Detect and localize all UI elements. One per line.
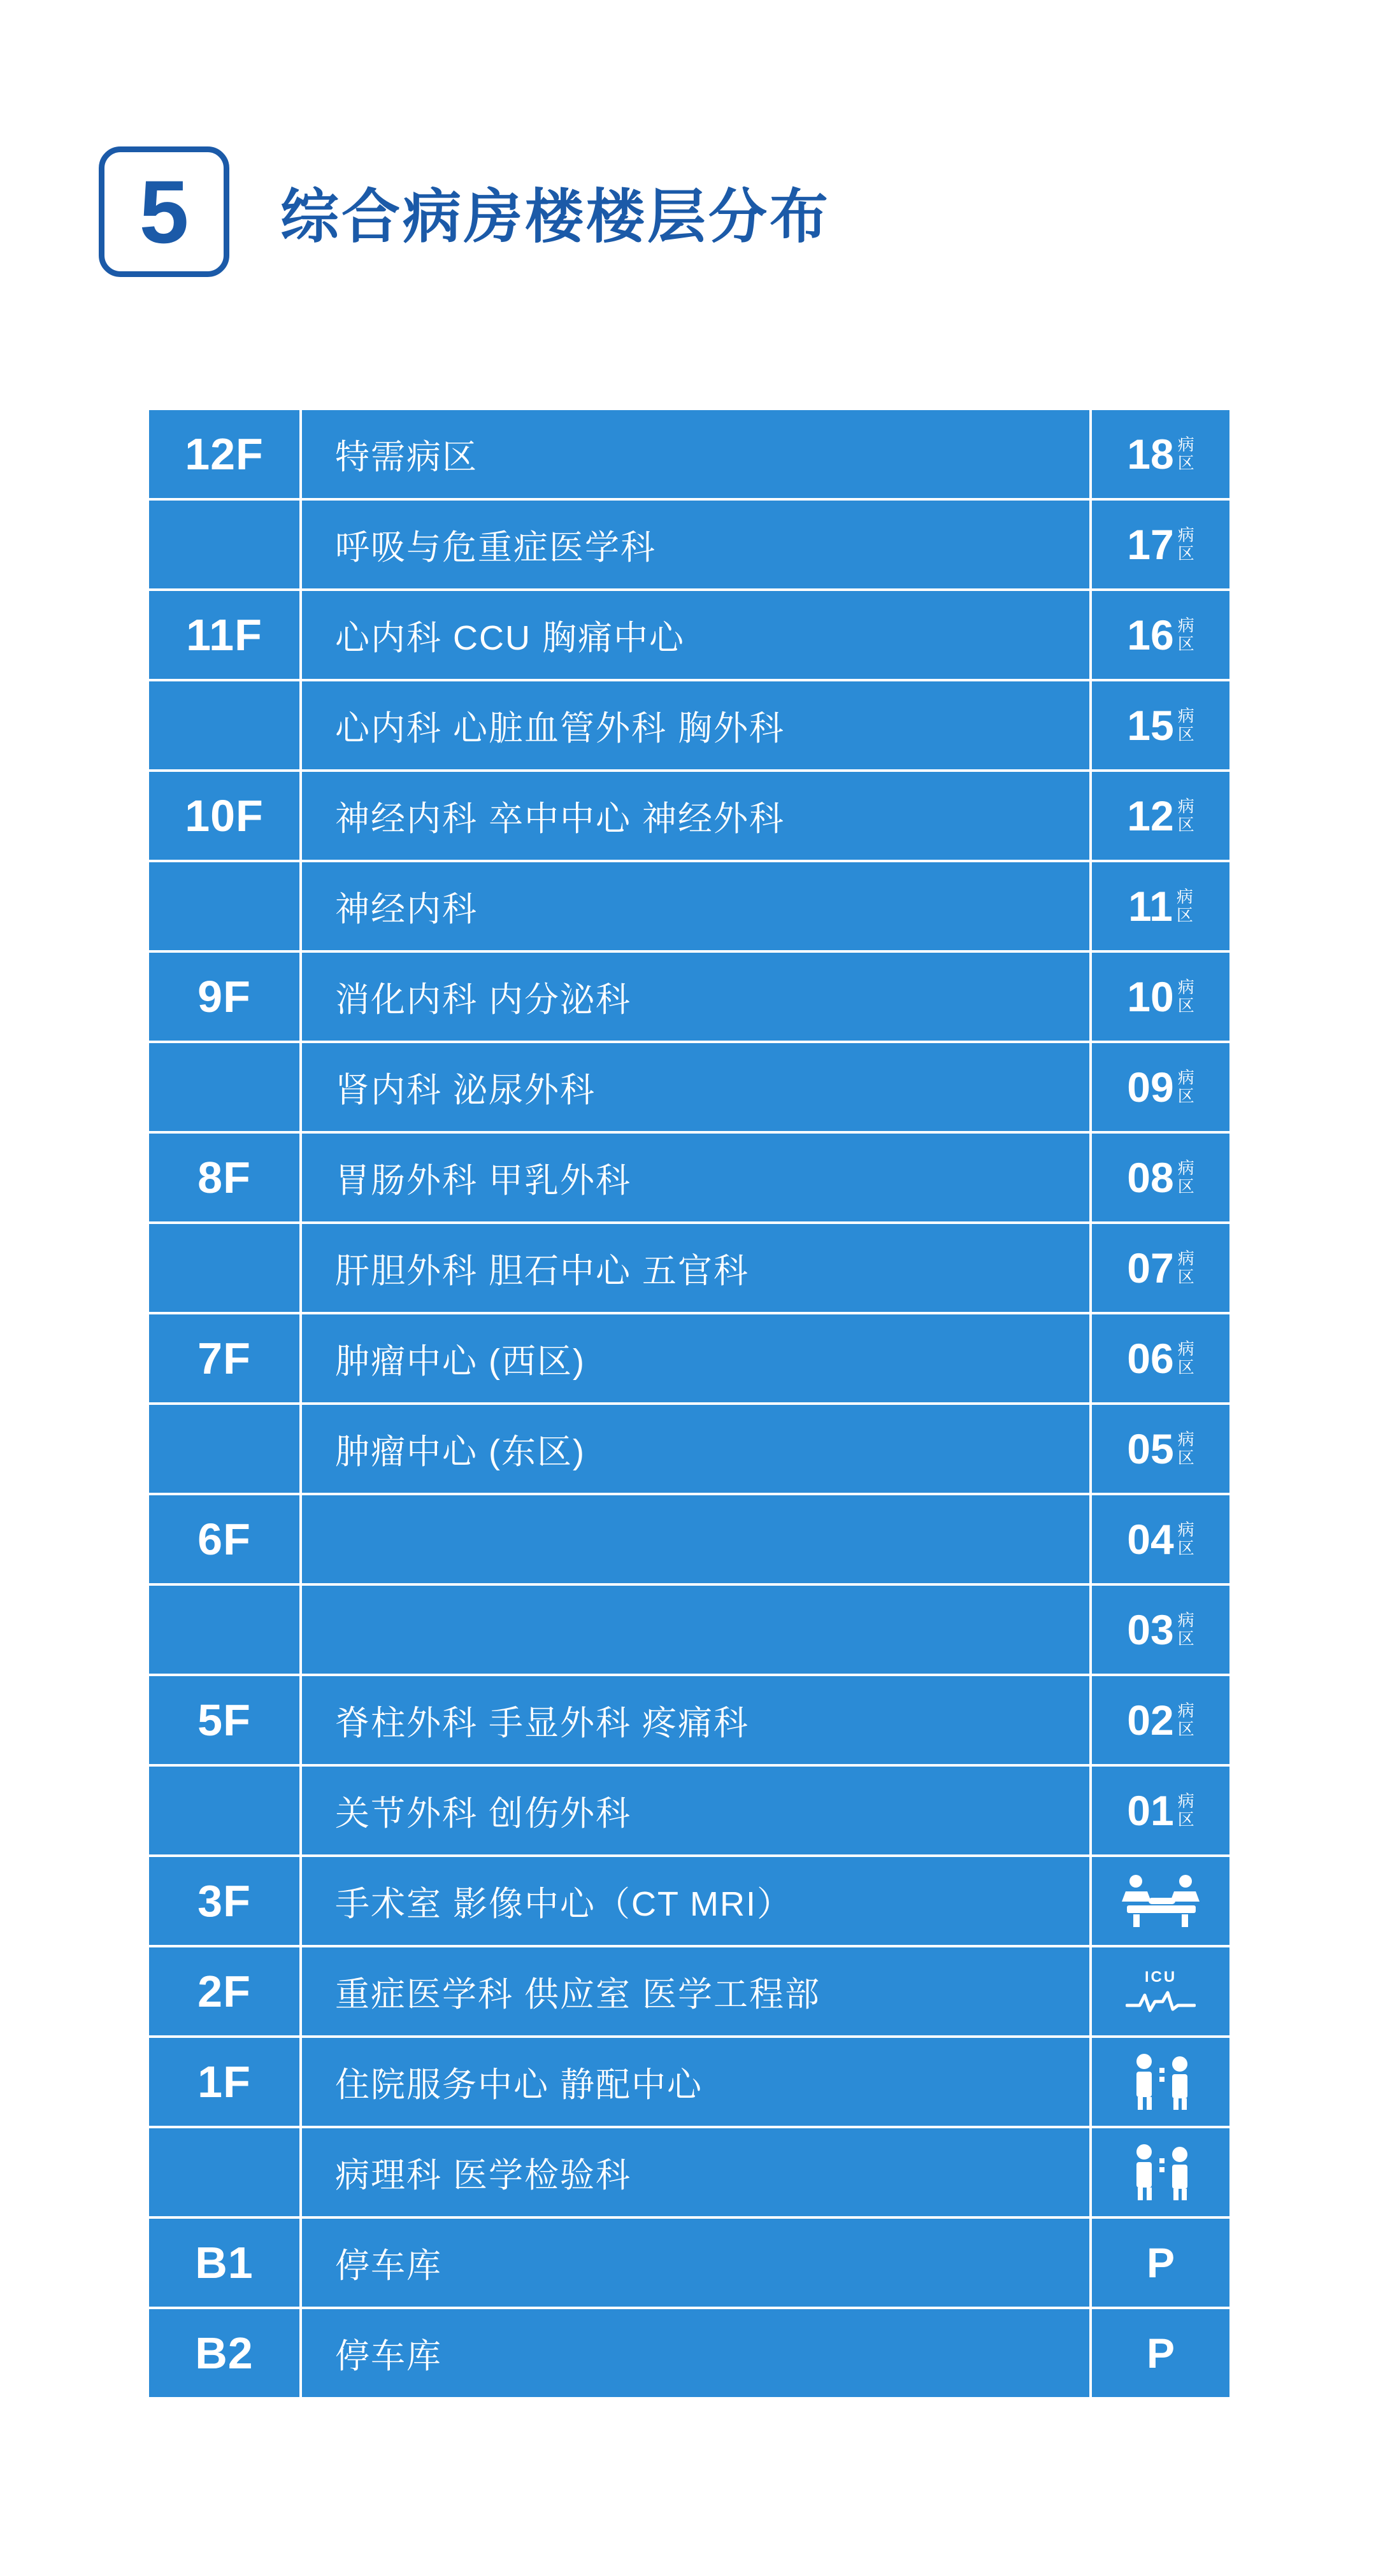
floor-number-cell: 2F — [148, 1946, 301, 2037]
department-cell: 脊柱外科 手显外科 疼痛科 — [301, 1675, 1091, 1765]
ward-number: 12 — [1127, 792, 1174, 839]
ward-number: 16 — [1127, 611, 1174, 658]
floor-number-cell — [148, 1584, 301, 1675]
ward-number-group — [1092, 611, 1229, 658]
table-row — [148, 1223, 1231, 1313]
ward-label: 病 区 — [1177, 1339, 1194, 1377]
ward-cell — [1091, 951, 1231, 1042]
ward-number-group — [1092, 1335, 1229, 1382]
ward-label: 病 区 — [1177, 1700, 1194, 1739]
department-cell: 神经内科 — [301, 861, 1091, 951]
ward-cell — [1091, 409, 1231, 499]
ward-label: 病 区 — [1177, 977, 1194, 1015]
table-row — [148, 2127, 1231, 2217]
ward-cell — [1091, 1042, 1231, 1132]
people-icon — [1092, 2051, 1229, 2112]
ward-number: 04 — [1127, 1516, 1174, 1563]
ward-label: 病 区 — [1176, 886, 1193, 925]
table-row — [148, 1765, 1231, 1856]
table-row — [148, 771, 1231, 861]
department-cell: 呼吸与危重症医学科 — [301, 499, 1091, 590]
floor-number-cell: B2 — [148, 2308, 301, 2398]
table-row — [148, 1042, 1231, 1132]
ward-number-group — [1092, 792, 1229, 839]
ward-number-group — [1092, 1516, 1229, 1563]
ward-cell — [1091, 1223, 1231, 1313]
ward-label: 病 区 — [1177, 1610, 1194, 1648]
floor-number-cell — [148, 499, 301, 590]
ward-cell — [1091, 590, 1231, 680]
department-cell: 停车库 — [301, 2217, 1091, 2308]
ward-label: 病 区 — [1177, 706, 1194, 744]
page-title: 综合病房楼楼层分布 — [280, 184, 831, 250]
department-cell: 肾内科 泌尿外科 — [301, 1042, 1091, 1132]
floor-number-cell: 6F — [148, 1494, 301, 1584]
ward-number: 07 — [1127, 1244, 1174, 1292]
ward-number-group — [1092, 1606, 1229, 1653]
table-row — [148, 1313, 1231, 1404]
floor-number-cell: 3F — [148, 1856, 301, 1946]
ward-cell — [1091, 2308, 1231, 2398]
floor-table-wrapper — [147, 408, 1229, 2400]
ward-cell — [1091, 1404, 1231, 1494]
table-row — [148, 1946, 1231, 2037]
department-cell: 肝胆外科 胆石中心 五官科 — [301, 1223, 1091, 1313]
table-row — [148, 2217, 1231, 2308]
ward-number: 17 — [1127, 521, 1174, 568]
icu-icon-label: ICU — [1144, 1968, 1177, 1986]
ward-number-group — [1092, 1425, 1229, 1472]
page-header — [0, 0, 1376, 277]
department-cell: 住院服务中心 静配中心 — [301, 2037, 1091, 2127]
ward-number-group — [1092, 1156, 1229, 1199]
floor-number-cell — [148, 1765, 301, 1856]
department-cell: 胃肠外科 甲乳外科 — [301, 1132, 1091, 1223]
floor-table-body — [148, 409, 1231, 2398]
ward-cell — [1091, 1675, 1231, 1765]
section-badge — [99, 146, 229, 277]
department-cell: 重症医学科 供应室 医学工程部 — [301, 1946, 1091, 2037]
ward-label: 病 区 — [1177, 615, 1194, 653]
table-row — [148, 499, 1231, 590]
table-row — [148, 1584, 1231, 1675]
ward-cell — [1091, 1765, 1231, 1856]
surgery-icon — [1092, 1872, 1229, 1930]
ward-number: 11 — [1128, 883, 1173, 930]
department-cell: 肿瘤中心 (西区) — [301, 1313, 1091, 1404]
parking-symbol: P — [1146, 2330, 1175, 2377]
floor-number-cell: 10F — [148, 771, 301, 861]
ward-number-group — [1092, 1787, 1229, 1834]
table-row — [148, 2308, 1231, 2398]
floor-directory-table — [147, 408, 1232, 2400]
table-row — [148, 951, 1231, 1042]
ward-cell — [1091, 1132, 1231, 1223]
floor-number-cell: 1F — [148, 2037, 301, 2127]
table-row — [148, 861, 1231, 951]
ward-cell — [1091, 1946, 1231, 2037]
ward-label: 病 区 — [1177, 525, 1194, 563]
ward-number: 15 — [1127, 702, 1174, 749]
floor-number-cell — [148, 680, 301, 771]
icu-icon — [1092, 1968, 1229, 2014]
ward-cell — [1091, 1584, 1231, 1675]
ward-number-group — [1092, 1697, 1229, 1744]
department-cell: 关节外科 创伤外科 — [301, 1765, 1091, 1856]
ward-cell — [1091, 1494, 1231, 1584]
floor-number-cell: 9F — [148, 951, 301, 1042]
ward-cell — [1091, 1856, 1231, 1946]
department-cell: 病理科 医学检验科 — [301, 2127, 1091, 2217]
ward-number-group — [1092, 523, 1229, 566]
floor-number-cell: 7F — [148, 1313, 301, 1404]
ward-number: 08 — [1127, 1154, 1174, 1201]
floor-number-cell — [148, 1404, 301, 1494]
floor-number-cell — [148, 1223, 301, 1313]
ward-cell — [1091, 2037, 1231, 2127]
ward-cell — [1091, 499, 1231, 590]
floor-number-cell — [148, 1042, 301, 1132]
table-row — [148, 1404, 1231, 1494]
ward-number-group — [1092, 1064, 1229, 1111]
table-row — [148, 1132, 1231, 1223]
ward-cell — [1091, 2127, 1231, 2217]
department-cell — [301, 1584, 1091, 1675]
ward-number: 03 — [1127, 1606, 1174, 1653]
section-badge-number: 5 — [139, 161, 189, 262]
table-row — [148, 590, 1231, 680]
ward-cell — [1091, 680, 1231, 771]
table-row — [148, 1856, 1231, 1946]
floor-number-cell: B1 — [148, 2217, 301, 2308]
ward-label: 病 区 — [1177, 1158, 1194, 1196]
ward-number-group — [1092, 883, 1229, 930]
ward-label: 病 区 — [1177, 1519, 1194, 1558]
ward-cell — [1091, 861, 1231, 951]
floor-number-cell — [148, 861, 301, 951]
ward-number-group — [1092, 431, 1229, 478]
department-cell: 消化内科 内分泌科 — [301, 951, 1091, 1042]
department-cell: 神经内科 卒中中心 神经外科 — [301, 771, 1091, 861]
floor-number-cell: 5F — [148, 1675, 301, 1765]
ward-cell — [1091, 2217, 1231, 2308]
ward-label: 病 区 — [1177, 1067, 1194, 1106]
department-cell: 手术室 影像中心（CT MRI） — [301, 1856, 1091, 1946]
department-cell: 心内科 心脏血管外科 胸外科 — [301, 680, 1091, 771]
ward-label: 病 区 — [1177, 434, 1194, 473]
ward-number-group — [1092, 973, 1229, 1020]
floor-number-cell — [148, 2127, 301, 2217]
ward-number: 05 — [1127, 1425, 1174, 1472]
department-cell — [301, 1494, 1091, 1584]
ward-number: 02 — [1127, 1697, 1174, 1744]
ward-cell — [1091, 1313, 1231, 1404]
ward-number-group — [1092, 702, 1229, 749]
ward-cell — [1091, 771, 1231, 861]
floor-number-cell: 8F — [148, 1132, 301, 1223]
floor-number-cell: 12F — [148, 409, 301, 499]
floor-number-cell: 11F — [148, 590, 301, 680]
table-row — [148, 409, 1231, 499]
ward-number: 01 — [1127, 1787, 1174, 1834]
ward-label: 病 区 — [1177, 1248, 1194, 1286]
department-cell: 特需病区 — [301, 409, 1091, 499]
table-row — [148, 2037, 1231, 2127]
parking-symbol: P — [1146, 2239, 1175, 2286]
ward-label: 病 区 — [1177, 1429, 1194, 1467]
ward-number-group — [1092, 1244, 1229, 1292]
table-row — [148, 680, 1231, 771]
table-row — [148, 1494, 1231, 1584]
department-cell: 肿瘤中心 (东区) — [301, 1404, 1091, 1494]
ward-number: 18 — [1127, 431, 1174, 478]
people-icon — [1092, 2142, 1229, 2203]
department-cell: 停车库 — [301, 2308, 1091, 2398]
ward-number: 09 — [1127, 1064, 1174, 1111]
department-cell: 心内科 CCU 胸痛中心 — [301, 590, 1091, 680]
ward-label: 病 区 — [1177, 796, 1194, 834]
table-row — [148, 1675, 1231, 1765]
ward-number: 06 — [1127, 1335, 1174, 1382]
ward-label: 病 区 — [1177, 1791, 1194, 1829]
ward-number: 10 — [1127, 973, 1174, 1020]
